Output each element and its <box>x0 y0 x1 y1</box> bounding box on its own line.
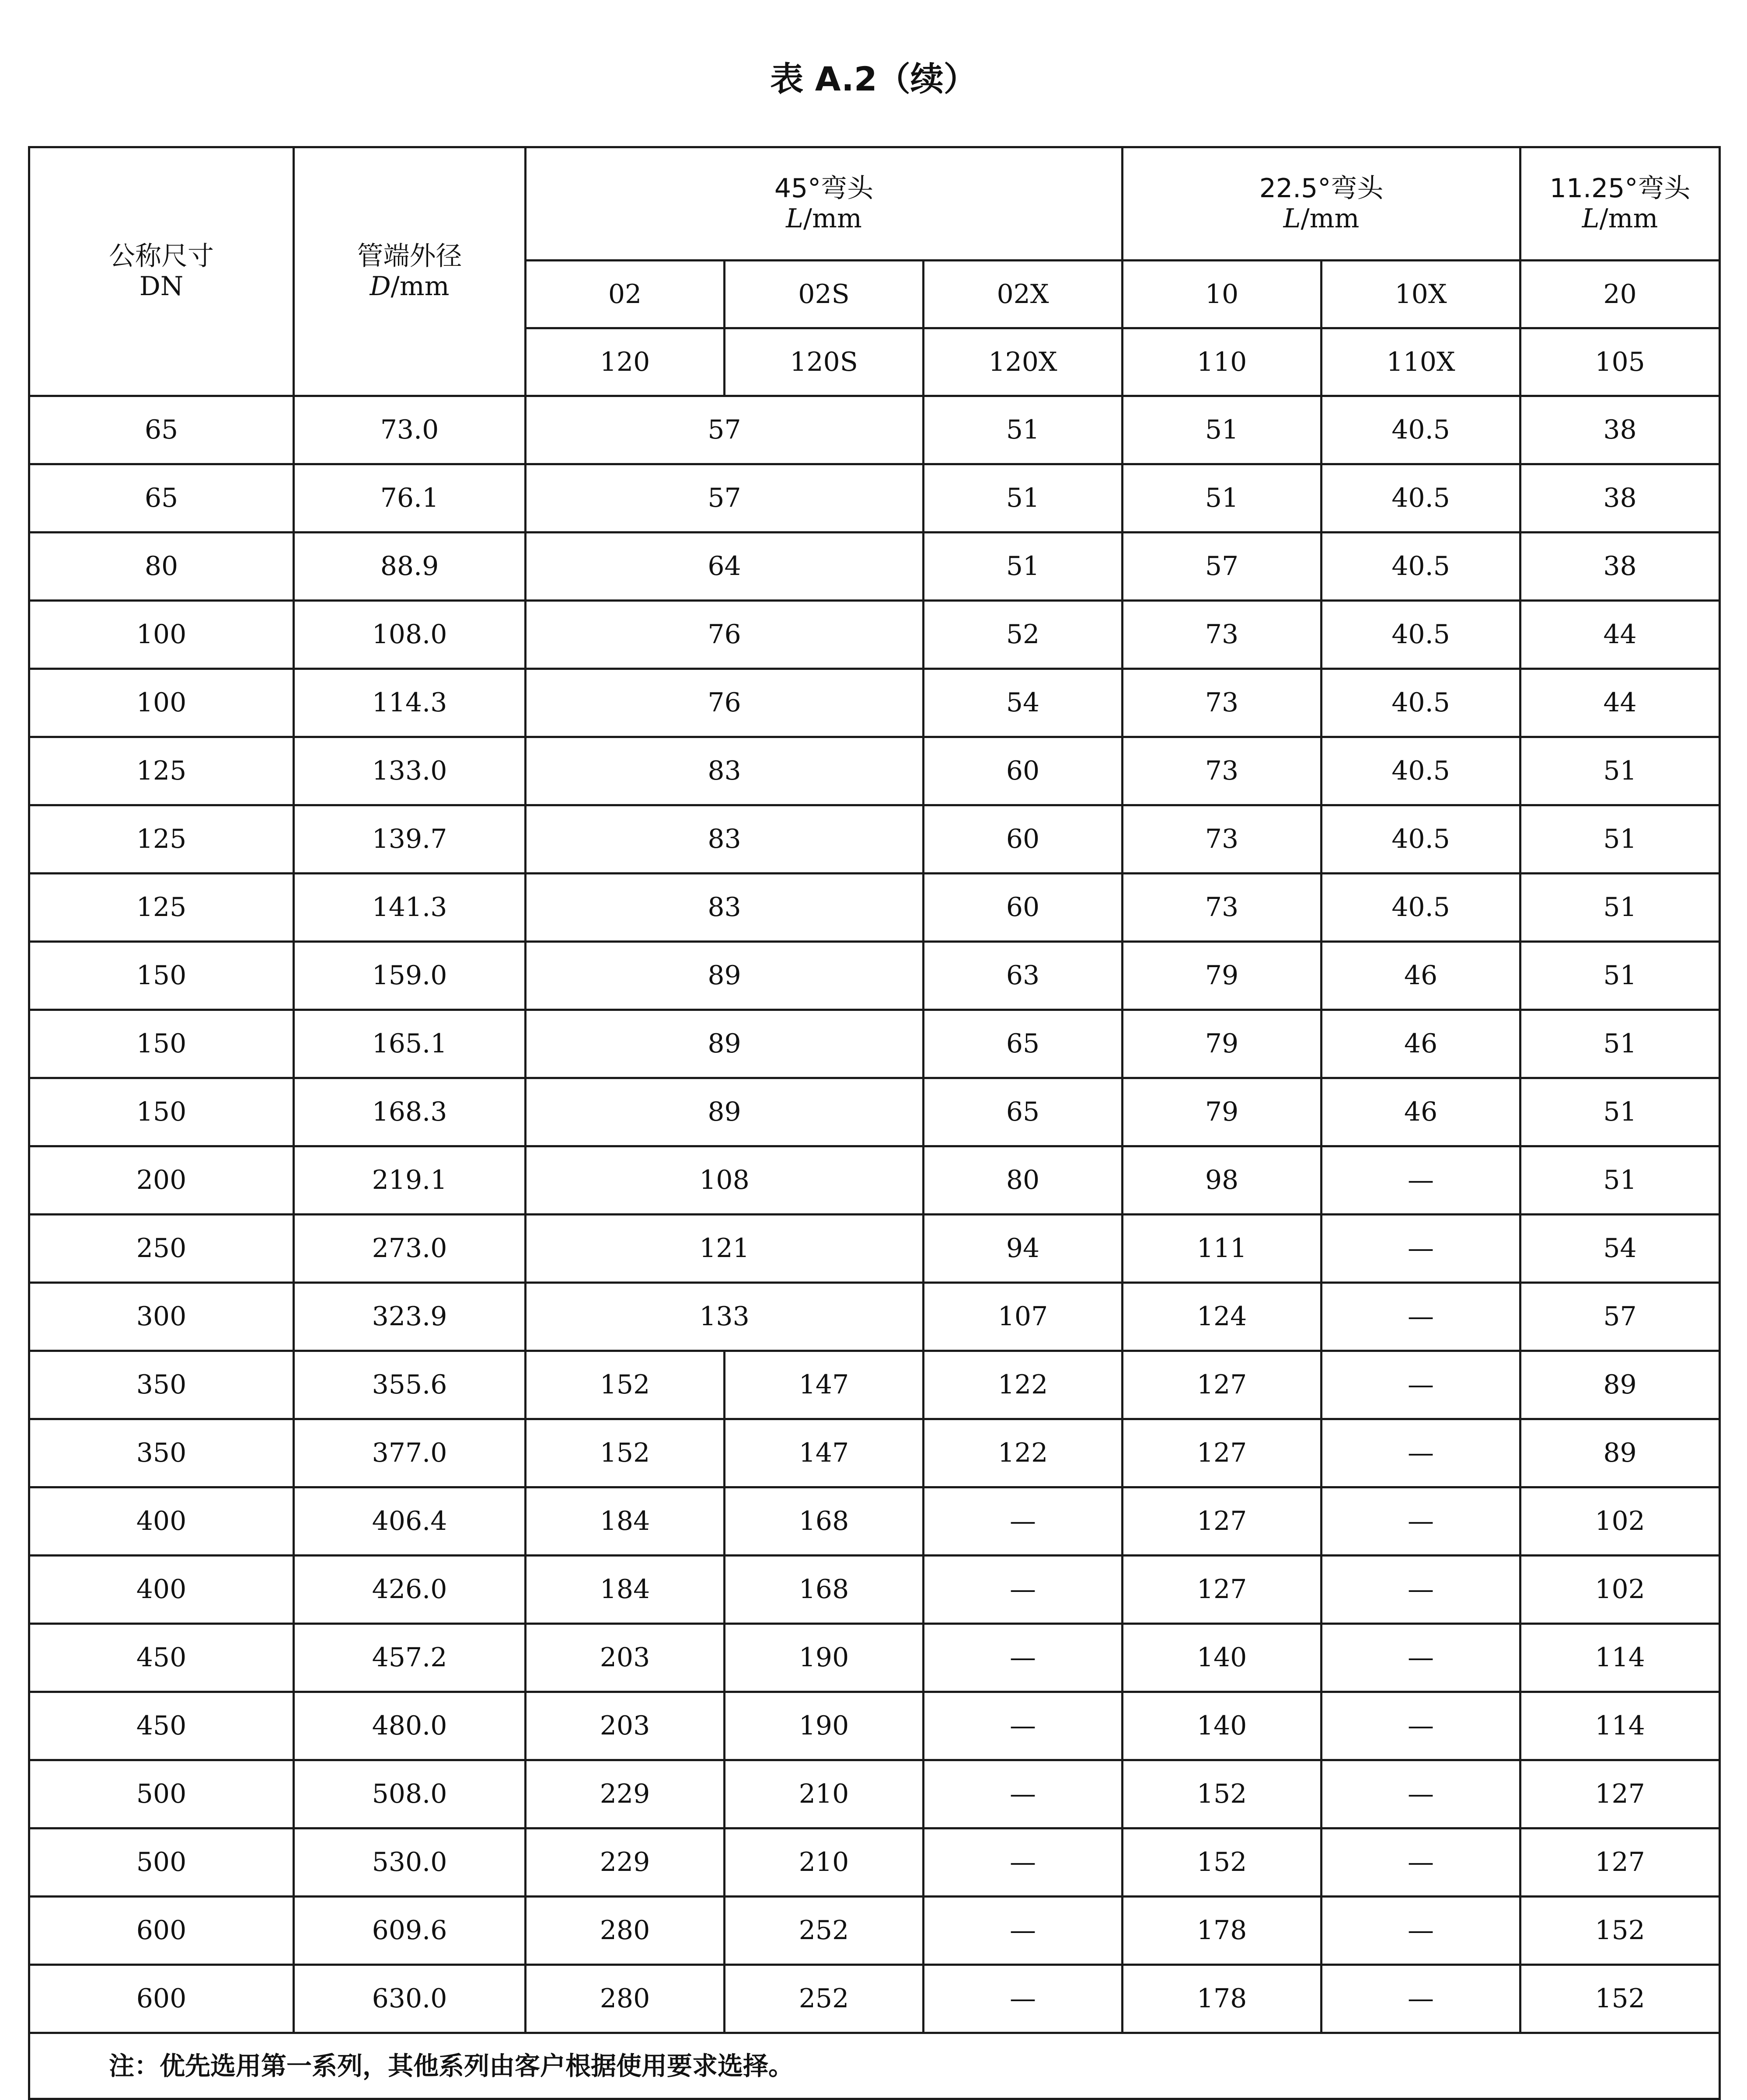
cell-outer-diameter: 609.6 <box>294 1897 526 1965</box>
cell-series-10: 152 <box>1123 1760 1322 1828</box>
cell-series-20: 127 <box>1520 1760 1720 1828</box>
cell-nominal-size: 250 <box>29 1215 294 1283</box>
cell-series-02x: 65 <box>924 1010 1123 1078</box>
cell-series-10x: 40.5 <box>1322 737 1520 805</box>
cell-series-10x: — <box>1322 1692 1520 1760</box>
header-outer-diameter-cn: 管端外径 <box>357 241 462 272</box>
cell-series-02-02s: 89 <box>526 1010 924 1078</box>
cell-series-10: 127 <box>1123 1419 1322 1487</box>
cell-series-02: 203 <box>526 1624 725 1692</box>
cell-series-20: 44 <box>1520 669 1720 737</box>
cell-series-02s: 210 <box>725 1828 924 1897</box>
cell-series-02: 152 <box>526 1351 725 1419</box>
header-outer-diameter-unit: D/mm <box>370 271 450 302</box>
cell-series-20: 51 <box>1520 737 1720 805</box>
table-row <box>29 1419 1720 1487</box>
table-row <box>29 1556 1720 1624</box>
series-10: 10 <box>1123 261 1322 328</box>
cell-series-02x: — <box>924 1965 1123 2033</box>
cell-nominal-size: 80 <box>29 533 294 601</box>
cell-series-20: 44 <box>1520 601 1720 669</box>
cell-series-10x: — <box>1322 1487 1520 1556</box>
cell-series-02-02s: 64 <box>526 533 924 601</box>
table-row <box>29 1828 1720 1897</box>
cell-series-20: 102 <box>1520 1487 1720 1556</box>
cell-series-10: 73 <box>1123 737 1322 805</box>
table-row <box>29 1624 1720 1692</box>
cell-series-20: 51 <box>1520 1146 1720 1215</box>
series-02s: 02S <box>725 261 924 328</box>
cell-series-10x: 40.5 <box>1322 669 1520 737</box>
cell-outer-diameter: 141.3 <box>294 874 526 942</box>
cell-series-02s: 252 <box>725 1897 924 1965</box>
series-120s: 120S <box>725 328 924 396</box>
cell-series-20: 127 <box>1520 1828 1720 1897</box>
cell-series-02: 280 <box>526 1965 725 2033</box>
cell-outer-diameter: 88.9 <box>294 533 526 601</box>
cell-series-10x: 40.5 <box>1322 533 1520 601</box>
cell-series-02: 184 <box>526 1487 725 1556</box>
cell-series-20: 89 <box>1520 1419 1720 1487</box>
cell-outer-diameter: 114.3 <box>294 669 526 737</box>
cell-series-02s: 190 <box>725 1692 924 1760</box>
cell-series-20: 54 <box>1520 1215 1720 1283</box>
cell-series-02: 229 <box>526 1760 725 1828</box>
cell-nominal-size: 500 <box>29 1828 294 1897</box>
cell-series-02x: 60 <box>924 874 1123 942</box>
table-row <box>29 1897 1720 1965</box>
cell-series-02: 280 <box>526 1897 725 1965</box>
cell-series-10: 73 <box>1123 601 1322 669</box>
series-110: 110 <box>1123 328 1322 396</box>
cell-series-02-02s: 108 <box>526 1146 924 1215</box>
cell-series-02s: 190 <box>725 1624 924 1692</box>
cell-series-10: 140 <box>1123 1692 1322 1760</box>
cell-nominal-size: 125 <box>29 805 294 874</box>
cell-series-02: 229 <box>526 1828 725 1897</box>
cell-series-10x: — <box>1322 1624 1520 1692</box>
cell-series-10x: — <box>1322 1351 1520 1419</box>
cell-series-10x: 40.5 <box>1322 396 1520 464</box>
table-row <box>29 1351 1720 1419</box>
cell-outer-diameter: 165.1 <box>294 1010 526 1078</box>
cell-series-02x: 107 <box>924 1283 1123 1351</box>
cell-nominal-size: 350 <box>29 1419 294 1487</box>
cell-series-10: 79 <box>1123 1010 1322 1078</box>
cell-outer-diameter: 133.0 <box>294 737 526 805</box>
cell-series-02x: 63 <box>924 942 1123 1010</box>
cell-series-02x: 51 <box>924 396 1123 464</box>
cell-series-02-02s: 89 <box>526 1078 924 1146</box>
cell-series-10: 73 <box>1123 874 1322 942</box>
cell-series-20: 38 <box>1520 396 1720 464</box>
elbow-dimension-table <box>28 146 1721 2100</box>
cell-series-10x: — <box>1322 1828 1520 1897</box>
cell-nominal-size: 100 <box>29 601 294 669</box>
cell-series-20: 51 <box>1520 874 1720 942</box>
cell-outer-diameter: 377.0 <box>294 1419 526 1487</box>
cell-outer-diameter: 76.1 <box>294 464 526 533</box>
cell-series-02x: 122 <box>924 1351 1123 1419</box>
cell-outer-diameter: 159.0 <box>294 942 526 1010</box>
table-row <box>29 669 1720 737</box>
cell-outer-diameter: 530.0 <box>294 1828 526 1897</box>
header-45-elbow-unit: L/mm <box>786 203 862 234</box>
cell-nominal-size: 65 <box>29 464 294 533</box>
cell-series-10x: — <box>1322 1215 1520 1283</box>
cell-series-02x: — <box>924 1624 1123 1692</box>
header-outer-diameter <box>294 147 526 396</box>
series-120x: 120X <box>924 328 1123 396</box>
cell-outer-diameter: 426.0 <box>294 1556 526 1624</box>
cell-series-02x: — <box>924 1487 1123 1556</box>
cell-series-10x: — <box>1322 1419 1520 1487</box>
table-row <box>29 942 1720 1010</box>
cell-series-10: 127 <box>1123 1556 1322 1624</box>
cell-outer-diameter: 108.0 <box>294 601 526 669</box>
table-row <box>29 533 1720 601</box>
cell-series-02-02s: 83 <box>526 737 924 805</box>
cell-series-10: 127 <box>1123 1351 1322 1419</box>
cell-series-10: 79 <box>1123 1078 1322 1146</box>
table-row <box>29 1965 1720 2033</box>
header-11-25-elbow <box>1520 147 1720 261</box>
cell-outer-diameter: 508.0 <box>294 1760 526 1828</box>
cell-series-02x: — <box>924 1760 1123 1828</box>
cell-series-02: 203 <box>526 1692 725 1760</box>
cell-series-10: 57 <box>1123 533 1322 601</box>
cell-nominal-size: 450 <box>29 1692 294 1760</box>
cell-series-20: 38 <box>1520 464 1720 533</box>
cell-series-02x: 51 <box>924 533 1123 601</box>
series-110x: 110X <box>1322 328 1520 396</box>
header-22-5-elbow-unit: L/mm <box>1283 203 1360 234</box>
cell-series-20: 51 <box>1520 1078 1720 1146</box>
cell-series-02x: 94 <box>924 1215 1123 1283</box>
cell-series-10x: 46 <box>1322 942 1520 1010</box>
cell-series-10: 111 <box>1123 1215 1322 1283</box>
header-nominal-size-en: DN <box>139 271 184 302</box>
header-11-25-elbow-label: 11.25°弯头 <box>1549 173 1691 204</box>
cell-series-20: 51 <box>1520 1010 1720 1078</box>
cell-nominal-size: 200 <box>29 1146 294 1215</box>
cell-series-02x: — <box>924 1828 1123 1897</box>
cell-series-10x: 46 <box>1322 1078 1520 1146</box>
cell-series-02-02s: 57 <box>526 396 924 464</box>
table-row <box>29 1078 1720 1146</box>
cell-outer-diameter: 273.0 <box>294 1215 526 1283</box>
cell-series-10x: 40.5 <box>1322 464 1520 533</box>
series-120: 120 <box>526 328 725 396</box>
cell-series-02x: — <box>924 1556 1123 1624</box>
cell-series-02x: 122 <box>924 1419 1123 1487</box>
cell-series-10x: — <box>1322 1897 1520 1965</box>
cell-series-10: 152 <box>1123 1828 1322 1897</box>
cell-series-02x: — <box>924 1692 1123 1760</box>
cell-series-02-02s: 57 <box>526 464 924 533</box>
header-45-elbow-label: 45°弯头 <box>774 173 874 204</box>
cell-series-10: 73 <box>1123 669 1322 737</box>
cell-series-10x: 40.5 <box>1322 874 1520 942</box>
cell-series-10: 127 <box>1123 1487 1322 1556</box>
table-body <box>29 396 1720 2033</box>
cell-nominal-size: 600 <box>29 1897 294 1965</box>
cell-series-02x: — <box>924 1897 1123 1965</box>
series-10x: 10X <box>1322 261 1520 328</box>
cell-series-10x: — <box>1322 1965 1520 2033</box>
table-note: 注：优先选用第一系列，其他系列由客户根据使用要求选择。 <box>29 2033 1720 2099</box>
header-nominal-size-cn: 公称尺寸 <box>109 241 214 272</box>
cell-series-02x: 51 <box>924 464 1123 533</box>
cell-outer-diameter: 73.0 <box>294 396 526 464</box>
cell-series-02-02s: 133 <box>526 1283 924 1351</box>
cell-series-20: 57 <box>1520 1283 1720 1351</box>
table-row <box>29 1692 1720 1760</box>
cell-series-02: 184 <box>526 1556 725 1624</box>
cell-nominal-size: 450 <box>29 1624 294 1692</box>
cell-series-02x: 52 <box>924 601 1123 669</box>
cell-series-02s: 210 <box>725 1760 924 1828</box>
header-11-25-elbow-unit: L/mm <box>1582 203 1658 234</box>
cell-series-10: 51 <box>1123 396 1322 464</box>
cell-nominal-size: 600 <box>29 1965 294 2033</box>
table-row <box>29 1283 1720 1351</box>
cell-series-02s: 168 <box>725 1556 924 1624</box>
cell-series-20: 152 <box>1520 1965 1720 2033</box>
table-header <box>29 147 1720 396</box>
cell-series-10: 140 <box>1123 1624 1322 1692</box>
cell-series-10: 124 <box>1123 1283 1322 1351</box>
cell-nominal-size: 125 <box>29 737 294 805</box>
cell-outer-diameter: 323.9 <box>294 1283 526 1351</box>
cell-series-02x: 65 <box>924 1078 1123 1146</box>
cell-series-02-02s: 83 <box>526 805 924 874</box>
cell-series-02s: 147 <box>725 1351 924 1419</box>
header-45-elbow <box>526 147 1123 261</box>
cell-series-20: 114 <box>1520 1624 1720 1692</box>
cell-series-02-02s: 76 <box>526 601 924 669</box>
table-row <box>29 464 1720 533</box>
cell-series-20: 114 <box>1520 1692 1720 1760</box>
table-row <box>29 1146 1720 1215</box>
cell-series-10: 98 <box>1123 1146 1322 1215</box>
cell-series-20: 51 <box>1520 942 1720 1010</box>
cell-series-02x: 60 <box>924 805 1123 874</box>
cell-series-02s: 147 <box>725 1419 924 1487</box>
cell-series-02-02s: 121 <box>526 1215 924 1283</box>
header-22-5-elbow-label: 22.5°弯头 <box>1259 173 1384 204</box>
table-row <box>29 1487 1720 1556</box>
cell-series-20: 51 <box>1520 805 1720 874</box>
table-row <box>29 396 1720 464</box>
cell-series-20: 102 <box>1520 1556 1720 1624</box>
table-row <box>29 1010 1720 1078</box>
table-row <box>29 601 1720 669</box>
cell-series-02s: 168 <box>725 1487 924 1556</box>
cell-outer-diameter: 630.0 <box>294 1965 526 2033</box>
cell-series-10: 51 <box>1123 464 1322 533</box>
cell-series-02: 152 <box>526 1419 725 1487</box>
cell-series-10x: 40.5 <box>1322 601 1520 669</box>
cell-series-10x: 40.5 <box>1322 805 1520 874</box>
cell-outer-diameter: 457.2 <box>294 1624 526 1692</box>
cell-series-10x: — <box>1322 1556 1520 1624</box>
table-row <box>29 737 1720 805</box>
cell-series-10: 178 <box>1123 1965 1322 2033</box>
header-nominal-size <box>29 147 294 396</box>
cell-nominal-size: 150 <box>29 942 294 1010</box>
table-title: 表 A.2（续） <box>770 59 977 98</box>
cell-nominal-size: 150 <box>29 1078 294 1146</box>
cell-series-10: 79 <box>1123 942 1322 1010</box>
cell-series-10x: — <box>1322 1760 1520 1828</box>
cell-nominal-size: 300 <box>29 1283 294 1351</box>
cell-series-02-02s: 89 <box>526 942 924 1010</box>
header-22-5-elbow <box>1123 147 1520 261</box>
cell-outer-diameter: 168.3 <box>294 1078 526 1146</box>
cell-series-02-02s: 83 <box>526 874 924 942</box>
cell-series-20: 89 <box>1520 1351 1720 1419</box>
cell-nominal-size: 150 <box>29 1010 294 1078</box>
cell-series-10x: 46 <box>1322 1010 1520 1078</box>
series-02: 02 <box>526 261 725 328</box>
cell-nominal-size: 100 <box>29 669 294 737</box>
cell-outer-diameter: 480.0 <box>294 1692 526 1760</box>
cell-outer-diameter: 139.7 <box>294 805 526 874</box>
series-02x: 02X <box>924 261 1123 328</box>
table-row <box>29 874 1720 942</box>
cell-series-02-02s: 76 <box>526 669 924 737</box>
cell-nominal-size: 350 <box>29 1351 294 1419</box>
cell-outer-diameter: 406.4 <box>294 1487 526 1556</box>
cell-outer-diameter: 355.6 <box>294 1351 526 1419</box>
cell-series-02x: 54 <box>924 669 1123 737</box>
table-row <box>29 1760 1720 1828</box>
cell-series-20: 152 <box>1520 1897 1720 1965</box>
cell-series-02s: 252 <box>725 1965 924 2033</box>
cell-nominal-size: 125 <box>29 874 294 942</box>
cell-nominal-size: 400 <box>29 1556 294 1624</box>
cell-outer-diameter: 219.1 <box>294 1146 526 1215</box>
cell-series-10: 73 <box>1123 805 1322 874</box>
cell-series-10: 178 <box>1123 1897 1322 1965</box>
series-105: 105 <box>1520 328 1720 396</box>
table-row <box>29 1215 1720 1283</box>
cell-nominal-size: 500 <box>29 1760 294 1828</box>
cell-series-02x: 80 <box>924 1146 1123 1215</box>
cell-series-10x: — <box>1322 1146 1520 1215</box>
cell-nominal-size: 65 <box>29 396 294 464</box>
cell-series-02x: 60 <box>924 737 1123 805</box>
table-row <box>29 805 1720 874</box>
cell-series-10x: — <box>1322 1283 1520 1351</box>
series-20: 20 <box>1520 261 1720 328</box>
cell-nominal-size: 400 <box>29 1487 294 1556</box>
cell-series-20: 38 <box>1520 533 1720 601</box>
